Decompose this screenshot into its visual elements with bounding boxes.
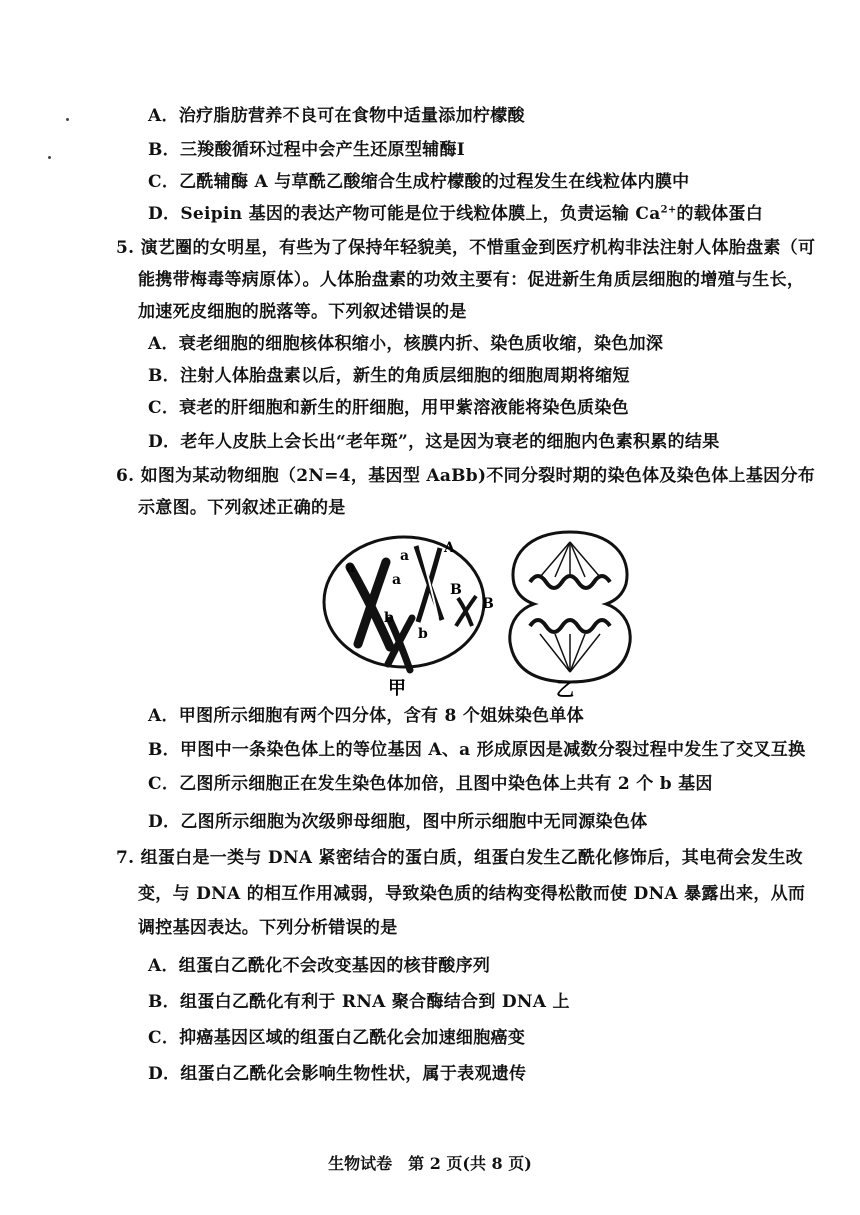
q7-stem-3: 调控基因表达。下列分析错误的是 — [138, 918, 398, 938]
q6-option-c: C．乙图所示细胞正在发生染色体加倍，且图中染色体上共有 2 个 b 基因 — [148, 774, 713, 794]
scan-speck — [48, 156, 51, 159]
question-number: 6. — [116, 466, 135, 486]
q7-option-a: A．组蛋白乙酰化不会改变基因的核苷酸序列 — [148, 956, 491, 976]
q6-option-b: B．甲图中一条染色体上的等位基因 A、a 形成原因是减数分裂过程中发生了交叉互换 — [148, 740, 806, 760]
q5-option-b: B．注射人体胎盘素以后，新生的角质层细胞的细胞周期将缩短 — [148, 366, 630, 386]
q7-option-c: C．抑癌基因区域的组蛋白乙酰化会加速细胞癌变 — [148, 1028, 526, 1048]
q5-stem-2: 能携带梅毒等病原体）。人体胎盘素的功效主要有：促进新生角质层细胞的增殖与生长， — [138, 270, 805, 290]
gene-label: A — [444, 540, 455, 556]
q7-stem-1 — [116, 846, 803, 870]
q4-option-b: B．三羧酸循环过程中会产生还原型辅酶Ⅰ — [148, 140, 466, 160]
gene-label: B — [450, 582, 462, 598]
question-number: 5. — [116, 238, 135, 258]
q5-stem-1 — [116, 236, 815, 260]
q7-stem-2: 变，与 DNA 的相互作用减弱，导致染色质的结构变得松散而使 DNA 暴露出来，从而 — [138, 884, 806, 904]
question-number: 7. — [116, 848, 135, 868]
chromosome — [530, 576, 610, 588]
q4-option-a: A．治疗脂肪营养不良可在食物中适量添加柠檬酸 — [148, 106, 525, 126]
ion-charge: 2+ — [660, 204, 677, 216]
q5-stem-text: 演艺圈的女明星，有些为了保持年轻貌美，不惜重金到医疗机构非法注射人体胎盘素（可 — [140, 238, 816, 258]
q4-option-d-text: D．Seipin 基因的表达产物可能是位于线粒体膜上，负责运输 Ca — [148, 204, 661, 224]
gene-label: a — [392, 572, 402, 588]
q6-option-d: D．乙图所示细胞为次级卵母细胞，图中所示细胞中无同源染色体 — [148, 812, 648, 832]
q6-stem-1 — [116, 464, 815, 488]
gene-label: B — [482, 596, 494, 612]
gene-label: b — [418, 626, 428, 642]
q5-stem-3: 加速死皮细胞的脱落等。下列叙述错误的是 — [138, 302, 467, 322]
q6-stem-text: 如图为某动物细胞（2N=4，基因型 AaBb)不同分裂时期的染色体及染色体上基因分布 — [140, 466, 816, 486]
gene-label: a — [400, 548, 410, 564]
figure-label-yi: 乙 — [556, 680, 574, 701]
q7-option-b: B．组蛋白乙酰化有利于 RNA 聚合酶结合到 DNA 上 — [148, 992, 570, 1012]
q4-option-d — [148, 202, 763, 226]
gene-label: a — [346, 560, 356, 576]
gene-label: b — [384, 610, 394, 626]
q5-option-d: D．老年人皮肤上会长出“老年斑”，这是因为衰老的细胞内色素积累的结果 — [148, 432, 720, 452]
q7-option-d: D．组蛋白乙酰化会影响生物性状，属于表观遗传 — [148, 1064, 527, 1084]
q7-stem-text: 组蛋白是一类与 DNA 紧密结合的蛋白质，组蛋白发生乙酰化修饰后，其电荷会发生改 — [140, 848, 803, 868]
cell-division-figure — [320, 522, 650, 702]
chromosome — [530, 620, 610, 632]
q4-option-c: C．乙酰辅酶 A 与草酰乙酸缩合生成柠檬酸的过程发生在线粒体内膜中 — [148, 172, 690, 192]
q6-option-a: A．甲图所示细胞有两个四分体，含有 8 个姐妹染色单体 — [148, 706, 584, 726]
scan-speck — [66, 118, 69, 121]
page-footer: 生物试卷 第 2 页(共 8 页) — [328, 1154, 532, 1173]
q5-option-a: A．衰老细胞的细胞核体积缩小，核膜内折、染色质收缩，染色加深 — [148, 334, 664, 354]
q4-option-d-text-end: 的载体蛋白 — [676, 204, 764, 224]
figure-label-jia: 甲 — [388, 678, 406, 699]
q6-stem-2: 示意图。下列叙述正确的是 — [138, 498, 346, 518]
q5-option-c: C．衰老的肝细胞和新生的肝细胞，用甲紫溶液能将染色质染色 — [148, 398, 629, 418]
